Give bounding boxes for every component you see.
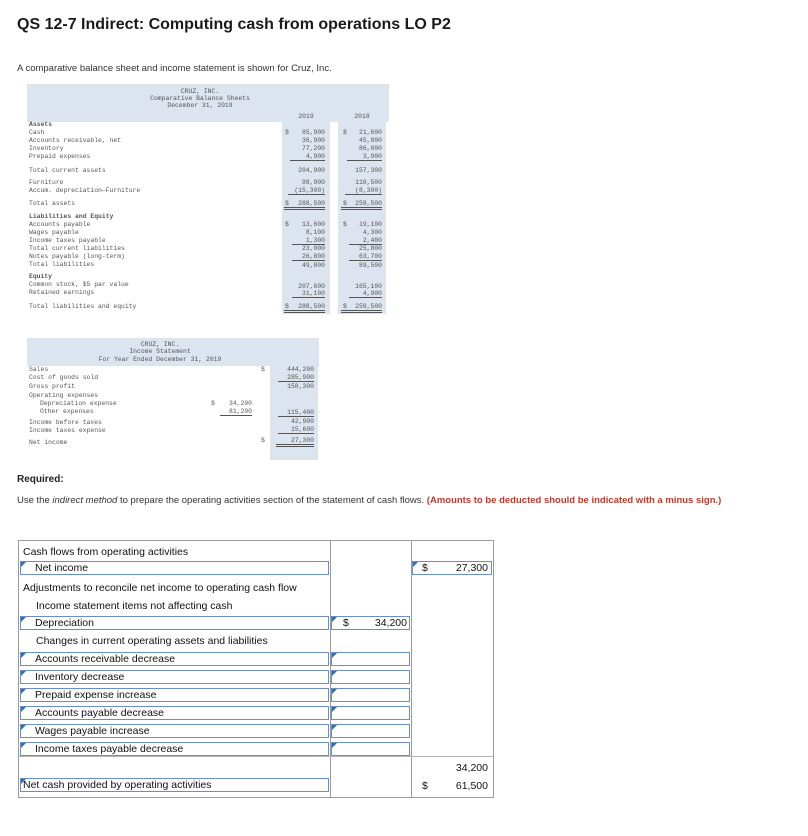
- bs-value: 36,900: [301, 137, 325, 144]
- change-item-label: Accounts receivable decrease: [35, 653, 176, 665]
- bs-row-label: Accounts payable: [29, 221, 91, 228]
- is-row-label: Sales: [29, 366, 49, 373]
- bs-dollar: $: [343, 129, 347, 136]
- is-value: 158,300: [287, 383, 314, 390]
- depreciation-dollar: $: [343, 617, 349, 629]
- net-cash-value: 61,500: [455, 780, 488, 792]
- bs-row-label: Furniture: [29, 179, 64, 186]
- net-income-value: 27,300: [455, 562, 488, 574]
- bs-value: 13,600: [301, 221, 325, 228]
- bs-value: 21,600: [358, 129, 382, 136]
- bs-dollar: $: [285, 221, 289, 228]
- bs-row-label: Accounts receivable, net: [29, 137, 122, 144]
- net-income-label: Net income: [35, 562, 89, 574]
- bs-value: 259,500: [341, 201, 382, 210]
- change-amount-input[interactable]: [331, 670, 410, 684]
- total-adjustments-value: 34,200: [455, 762, 488, 774]
- is-row-label: Gross profit: [29, 383, 76, 390]
- bs-value: 23,000: [301, 245, 325, 252]
- is-row-label: Income taxes expense: [29, 427, 106, 434]
- bs-value: 63,700: [349, 254, 382, 261]
- bs-row-label: Total current assets: [29, 167, 106, 174]
- non-cash-label: Income statement items not affecting cash: [36, 600, 233, 612]
- is-row-label: Depreciation expense: [40, 400, 117, 407]
- bs-title: Comparative Balance Sheets: [150, 95, 250, 102]
- bs-dollar: $: [285, 303, 289, 310]
- is-value: 42,900: [290, 418, 314, 425]
- bs-row-label: Wages payable: [29, 229, 79, 236]
- is-row-label: Net income: [29, 439, 68, 446]
- change-amount-input[interactable]: [331, 706, 410, 720]
- is-value: 444,200: [287, 366, 314, 373]
- page-title: QS 12-7 Indirect: Computing cash from operations LO P2: [17, 16, 451, 33]
- change-amount-input[interactable]: [331, 724, 410, 738]
- bs-row-label: Inventory: [29, 145, 64, 152]
- bs-value: 4,300: [362, 229, 382, 236]
- bs-value: (8,300): [345, 188, 382, 195]
- is-title: Income Statement: [129, 348, 191, 355]
- column-divider: [411, 541, 412, 797]
- net-cash-dollar: $: [422, 780, 428, 792]
- bs-row-label: Accum. depreciation—Furniture: [29, 187, 141, 194]
- bs-value: 45,800: [358, 137, 382, 144]
- is-value: 81,200: [220, 409, 252, 416]
- bs-value: (15,300): [288, 188, 325, 195]
- bs-value: 288,500: [284, 201, 325, 210]
- change-amount-input[interactable]: [331, 688, 410, 702]
- instructions-post: to prepare the operating activities section of the statement of cash flows.: [117, 495, 427, 506]
- section-header: Cash flows from operating activities: [23, 546, 189, 558]
- bs-dollar: $: [343, 303, 347, 310]
- change-item-label: Income taxes payable decrease: [35, 743, 184, 755]
- bs-value: 3,900: [347, 154, 382, 161]
- change-amount-input[interactable]: [331, 742, 410, 756]
- bs-value: 157,300: [355, 167, 382, 174]
- instructions: [17, 495, 797, 506]
- bs-row-label: Notes payable (long-term): [29, 253, 125, 260]
- depreciation-value: 34,200: [374, 617, 407, 629]
- bs-date: December 31, 2019: [167, 102, 233, 109]
- bs-row-label: Income taxes payable: [29, 237, 106, 244]
- bs-equity-heading: Equity: [29, 273, 53, 280]
- is-dollar: $: [261, 437, 265, 444]
- bs-assets-heading: Assets: [29, 121, 53, 128]
- net-income-dollar: $: [422, 562, 428, 574]
- change-item-label: Inventory decrease: [35, 671, 125, 683]
- is-dollar: $: [211, 400, 215, 407]
- bs-dollar: $: [285, 129, 289, 136]
- is-company: CRUZ, INC.: [140, 341, 180, 348]
- change-item-label: Wages payable increase: [35, 725, 150, 737]
- bs-value: 165,100: [355, 283, 382, 290]
- bs-row-label: Total liabilities: [29, 261, 95, 268]
- instructions-method: indirect method: [52, 495, 118, 506]
- adjustments-label: Adjustments to reconcile net income to operating cash flow: [23, 582, 297, 594]
- depreciation-label: Depreciation: [35, 617, 94, 629]
- bs-value: 2,400: [349, 238, 382, 245]
- bs-dollar: $: [343, 200, 347, 207]
- column-divider: [330, 541, 331, 797]
- required-heading: Required:: [17, 474, 64, 485]
- bs-company: CRUZ, INC.: [180, 88, 220, 95]
- bs-value: 89,500: [358, 262, 382, 269]
- is-value: 285,900: [278, 375, 314, 382]
- is-value: 115,400: [278, 410, 314, 417]
- bs-value: 4,900: [290, 154, 325, 161]
- is-row-label: Cost of goods sold: [29, 374, 99, 381]
- is-row-label: Operating expenses: [29, 392, 99, 399]
- bs-value: 98,900: [301, 179, 325, 186]
- net-cash-label: Net cash provided by operating activities: [23, 779, 212, 791]
- changes-label: Changes in current operating assets and liabilities: [36, 635, 268, 647]
- change-item-label: Prepaid expense increase: [35, 689, 157, 701]
- bs-value: 259,500: [341, 304, 382, 313]
- bs-dollar: $: [285, 200, 289, 207]
- instructions-note: (Amounts to be deducted should be indicated with a minus sign.): [426, 495, 722, 506]
- bs-value: 31,100: [292, 291, 325, 298]
- is-row-label: Income before taxes: [29, 419, 102, 426]
- instructions-pre: Use the: [17, 495, 53, 506]
- bs-row-label: Cash: [29, 129, 45, 136]
- bs-value: 86,000: [358, 145, 382, 152]
- bs-value: 19,100: [358, 221, 382, 228]
- bs-row-label: Total liabilities and equity: [29, 303, 137, 310]
- bs-value: 8,100: [305, 229, 325, 236]
- bs-value: 110,500: [355, 179, 382, 186]
- bs-value: 288,500: [284, 304, 325, 313]
- bs-row-label: Prepaid expenses: [29, 153, 91, 160]
- bs-value: 207,600: [298, 283, 325, 290]
- bs-row-label: Total assets: [29, 200, 76, 207]
- bs-dollar: $: [343, 221, 347, 228]
- change-item-label: Accounts payable decrease: [35, 707, 164, 719]
- intro-text: A comparative balance sheet and income statement is shown for Cruz, Inc.: [17, 63, 332, 74]
- is-dollar: $: [261, 366, 265, 373]
- bs-value: 1,300: [292, 238, 325, 245]
- change-amount-input[interactable]: [331, 652, 410, 666]
- bs-row-label: Total current liabilities: [29, 245, 125, 252]
- bs-value: 49,800: [301, 262, 325, 269]
- row-divider: [19, 756, 493, 757]
- cash-flow-worksheet: [18, 540, 494, 798]
- bs-value: 77,200: [301, 145, 325, 152]
- bs-value: 85,900: [301, 129, 325, 136]
- bs-year-2018: 2018: [354, 113, 370, 120]
- is-row-label: Other expenses: [40, 408, 94, 415]
- bs-value: 26,800: [292, 254, 325, 261]
- bs-row-label: Common stock, $5 par value: [29, 281, 129, 288]
- bs-year-2019: 2019: [298, 113, 314, 120]
- bs-row-label: Retained earnings: [29, 289, 95, 296]
- is-value: 27,300: [276, 438, 314, 447]
- bs-value: 204,900: [298, 167, 325, 174]
- is-value: 34,200: [228, 400, 252, 407]
- bs-value: 4,900: [349, 291, 382, 298]
- is-value: 15,600: [278, 427, 314, 434]
- bs-value: 25,800: [358, 245, 382, 252]
- bs-liab-heading: Liabilities and Equity: [29, 213, 114, 220]
- is-period: For Year Ended December 31, 2019: [98, 356, 222, 363]
